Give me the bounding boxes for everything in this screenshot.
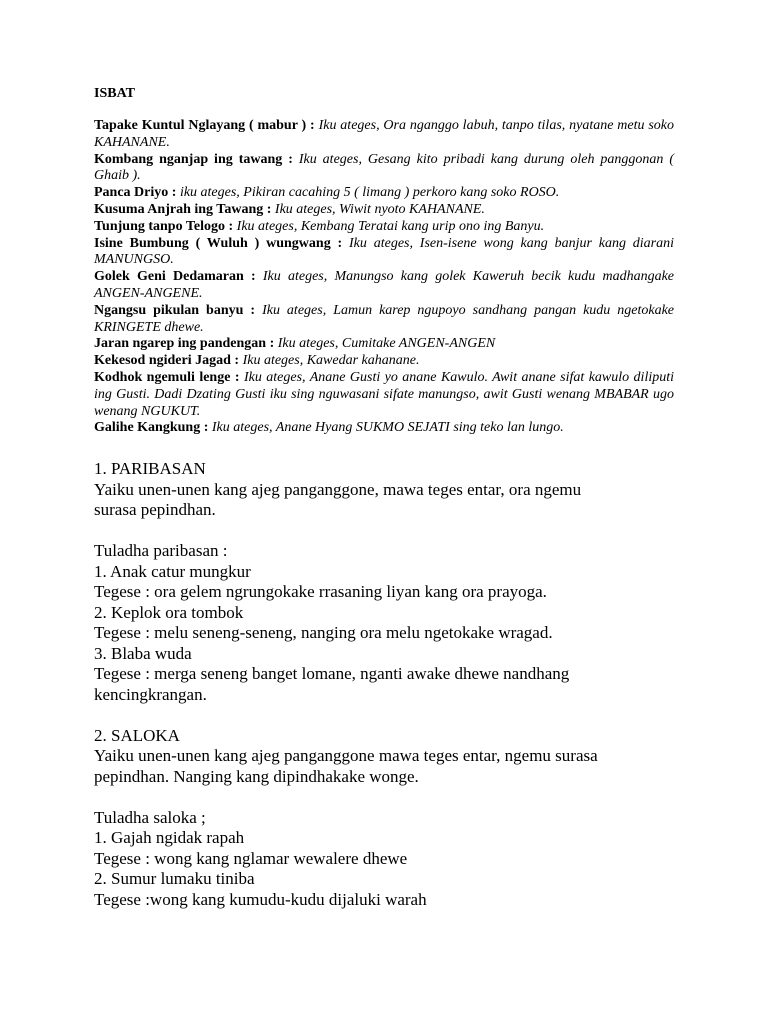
isbat-entry: [94, 152, 674, 186]
isbat-meaning: Iku ateges, Manungso kang golek Kaweruh becik kudu madhangake ANGEN-ANGENE.: [94, 269, 675, 301]
isbat-list: [94, 118, 674, 437]
isbat-meaning: Iku ateges, Anane Hyang SUKMO SEJATI sing teko lan lungo.: [211, 420, 564, 436]
isbat-entry: [94, 236, 674, 270]
isbat-term: Jaran ngarep ing pandengan :: [94, 336, 275, 352]
saloka-examples-title: Tuladha saloka ;: [94, 807, 206, 827]
saloka-example-title: 1. Gajah ngidak rapah: [94, 828, 245, 848]
isbat-term: Galihe Kangkung :: [94, 420, 209, 436]
isbat-term: Golek Geni Dedamaran :: [94, 269, 256, 285]
saloka-definition-line: Yaiku unen-unen kang ajeg panganggone mawa teges entar, ngemu surasa: [94, 746, 598, 766]
isbat-term: Panca Driyo :: [94, 185, 177, 201]
isbat-term: Kodhok ngemuli lenge :: [94, 369, 240, 385]
saloka-example-title: 2. Sumur lumaku tiniba: [94, 869, 255, 889]
isbat-meaning: Iku ateges, Kembang Teratai kang urip ono ing Banyu.: [236, 218, 545, 234]
spacer: [94, 787, 674, 808]
spacer: [94, 705, 674, 726]
isbat-term: Isine Bumbung ( Wuluh ) wungwang :: [94, 235, 343, 251]
isbat-entry: [94, 303, 674, 337]
paribasan-definition-line: surasa pepindhan.: [94, 500, 216, 520]
spacer: [94, 521, 674, 542]
saloka-example-meaning: Tegese :wong kang kumudu-kudu dijaluki warah: [94, 889, 427, 909]
isbat-term: Kombang nganjap ing tawang :: [94, 151, 293, 167]
paribasan-example-meaning: Tegese : ora gelem ngrungokake rrasaning liyan kang ora prayoga.: [94, 582, 547, 602]
isbat-term: Tunjung tanpo Telogo :: [94, 218, 234, 234]
isbat-meaning: Iku ateges, Kawedar kahanane.: [242, 353, 420, 369]
isbat-entry: [94, 353, 674, 370]
saloka-example-meaning: Tegese : wong kang nglamar wewalere dhewe: [94, 848, 408, 868]
paribasan-example-meaning: Tegese : melu seneng-seneng, nanging ora melu ngetokake wragad.: [94, 623, 553, 643]
paribasan-example-title: 2. Keplok ora tombok: [94, 602, 244, 622]
isbat-entry: [94, 118, 674, 152]
paribasan-examples-title: Tuladha paribasan :: [94, 541, 228, 561]
saloka-heading: 2. SALOKA: [94, 725, 180, 745]
isbat-entry: [94, 269, 674, 303]
isbat-meaning: Iku ateges, Anane Gusti yo anane Kawulo. Awit anane sifat kawulo diliputi ing Gusti. Dadi Dzating Gusti iku sing nguwasani sifate manungso, awit Gusti wenang MBABAR ugo wenang NGUKUT.: [94, 369, 675, 419]
isbat-entry: [94, 370, 674, 420]
isbat-entry: [94, 185, 674, 202]
isbat-term: Ngangsu pikulan banyu :: [94, 302, 256, 318]
isbat-meaning: Iku ateges, Wiwit nyoto KAHANANE.: [274, 201, 485, 217]
body-section: [94, 459, 674, 910]
isbat-entry: [94, 219, 674, 236]
isbat-meaning: iku ateges, Pikiran cacahing 5 ( limang ) perkoro kang soko ROSO.: [179, 185, 560, 201]
isbat-entry: [94, 202, 674, 219]
saloka-definition-line: pepindhan. Nanging kang dipindhakake wonge.: [94, 766, 419, 786]
isbat-term: Kusuma Anjrah ing Tawang :: [94, 201, 272, 217]
isbat-entry: [94, 336, 674, 353]
isbat-meaning: Iku ateges, Ora nganggo labuh, tanpo tilas, nyatane metu soko KAHANANE.: [94, 118, 675, 150]
isbat-entry: [94, 420, 674, 437]
paribasan-definition-line: Yaiku unen-unen kang ajeg panganggone, mawa teges entar, ora ngemu: [94, 479, 582, 499]
isbat-term: Tapake Kuntul Nglayang ( mabur ) :: [94, 118, 315, 133]
paribasan-example-meaning: kencingkrangan.: [94, 684, 207, 704]
paribasan-example-title: 1. Anak catur mungkur: [94, 561, 251, 581]
isbat-meaning: Iku ateges, Gesang kito pribadi kang durung oleh panggonan ( Ghaib ).: [94, 151, 675, 184]
isbat-meaning: Iku ateges, Lamun karep ngupoyo sandhang pangan kudu ngetokake KRINGETE dhewe.: [94, 302, 675, 335]
isbat-term: Kekesod ngideri Jagad :: [94, 353, 240, 369]
isbat-title: ISBAT: [94, 86, 135, 101]
paribasan-example-title: 3. Blaba wuda: [94, 643, 192, 663]
isbat-meaning: Iku ateges, Isen-isene wong kang banjur kang diarani MANUNGSO.: [94, 235, 674, 268]
paribasan-heading: 1. PARIBASAN: [94, 459, 206, 479]
paribasan-example-meaning: Tegese : merga seneng banget lomane, nganti awake dhewe nandhang: [94, 664, 570, 684]
isbat-meaning: Iku ateges, Cumitake ANGEN-ANGEN: [277, 336, 496, 352]
